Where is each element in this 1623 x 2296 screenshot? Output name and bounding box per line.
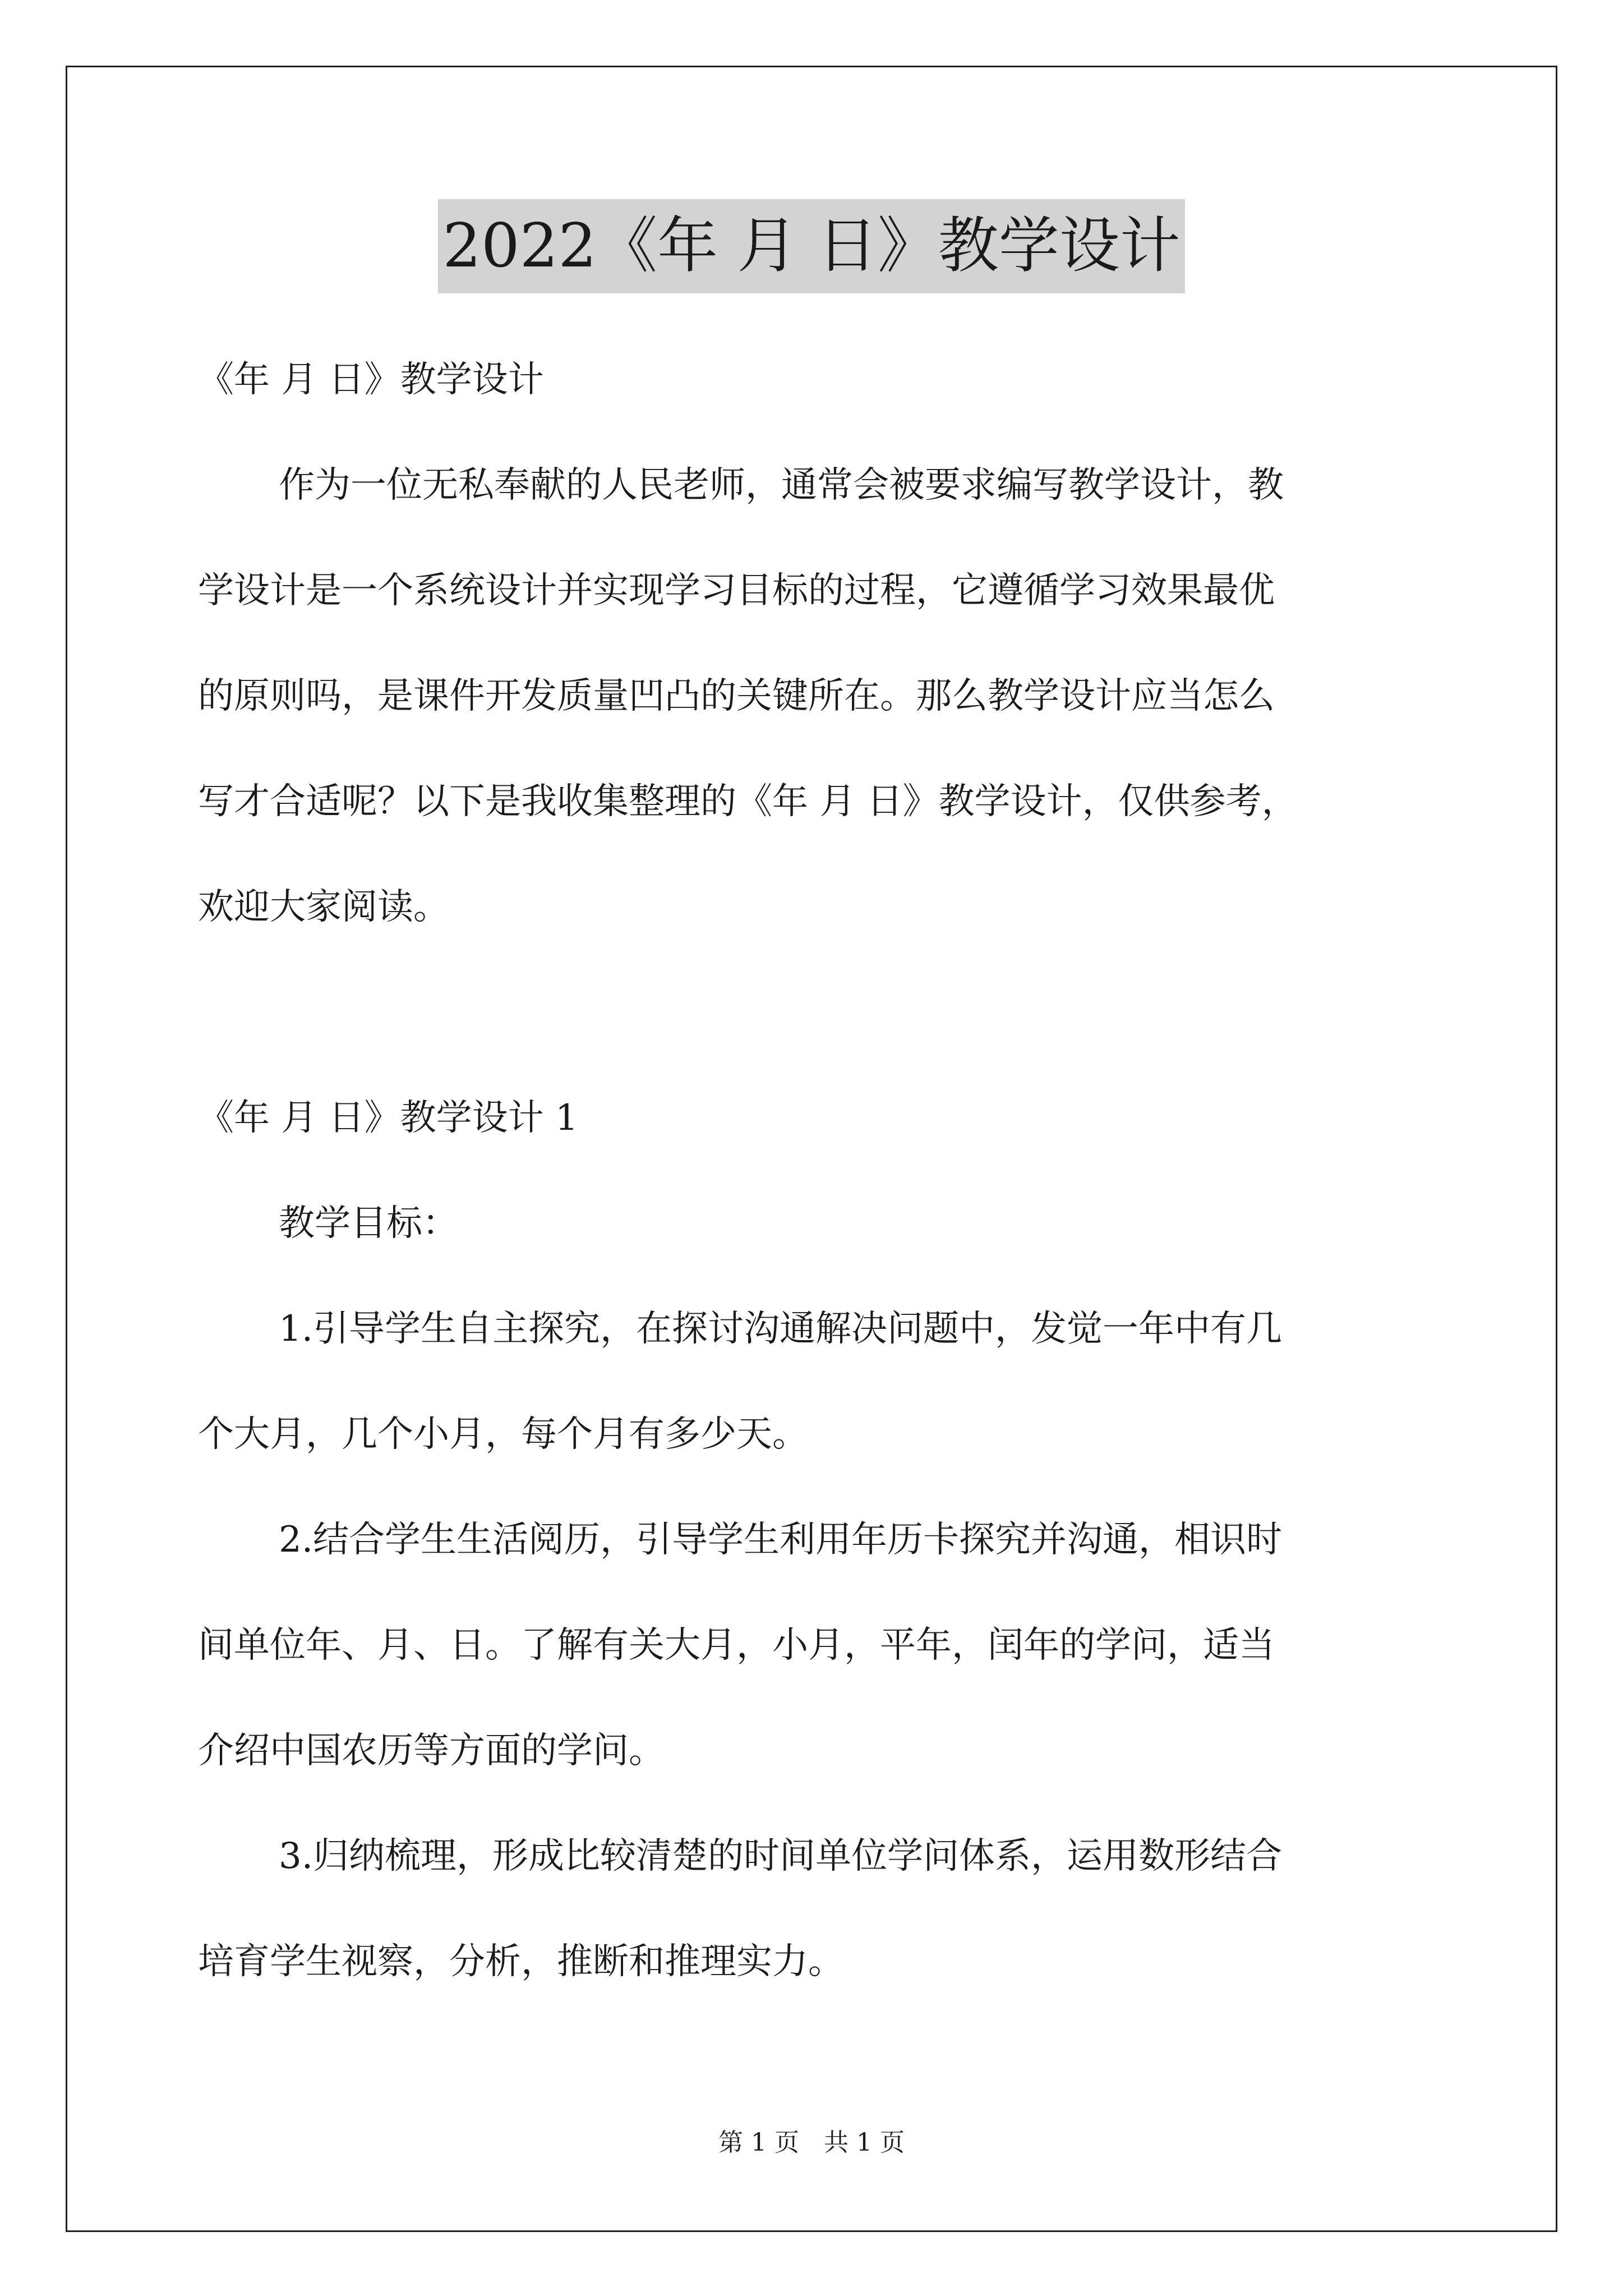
document-title bbox=[0, 199, 1623, 293]
goals-label: 教学目标： bbox=[279, 1203, 458, 1244]
goal-line-6: 3.归纳梳理，形成比较清楚的时间单位学问体系，运用数形结合 bbox=[279, 1835, 1283, 1877]
goal-line-3: 2.结合学生生活阅历，引导学生利用年历卡探究并沟通，相识时 bbox=[279, 1519, 1283, 1561]
intro-line-1: 作为一位无私奉献的人民老师，通常会被要求编写教学设计，教 bbox=[279, 464, 1284, 506]
intro-line-3: 的原则吗，是课件开发质量凹凸的关键所在。那么教学设计应当怎么 bbox=[198, 675, 1275, 717]
intro-line-5: 欢迎大家阅读。 bbox=[198, 886, 449, 928]
page-footer: 第 1 页 共 1 页 bbox=[718, 2128, 905, 2157]
intro-line-2: 学设计是一个系统设计并实现学习目标的过程，它遵循学习效果最优 bbox=[198, 570, 1275, 611]
intro-line-4: 写才合适呢？以下是我收集整理的《年 月 日》教学设计，仅供参考， bbox=[198, 781, 1298, 822]
goal-line-4: 间单位年、月、日。了解有关大月，小月，平年，闰年的学问，适当 bbox=[198, 1625, 1275, 1666]
intro-heading: 《年 月 日》教学设计 bbox=[198, 359, 544, 401]
goal-line-7: 培育学生视察，分析，推断和推理实力。 bbox=[198, 1941, 844, 1982]
goal-line-5: 介绍中国农历等方面的学问。 bbox=[198, 1730, 665, 1772]
goal-line-2: 个大月，几个小月，每个月有多少天。 bbox=[198, 1414, 808, 1455]
document-title-text: 2022《年 月 日》教学设计 bbox=[438, 199, 1185, 293]
section-heading: 《年 月 日》教学设计 1 bbox=[198, 1097, 578, 1139]
goal-line-1: 1.引导学生自主探究，在探讨沟通解决问题中，发觉一年中有几 bbox=[279, 1308, 1283, 1350]
